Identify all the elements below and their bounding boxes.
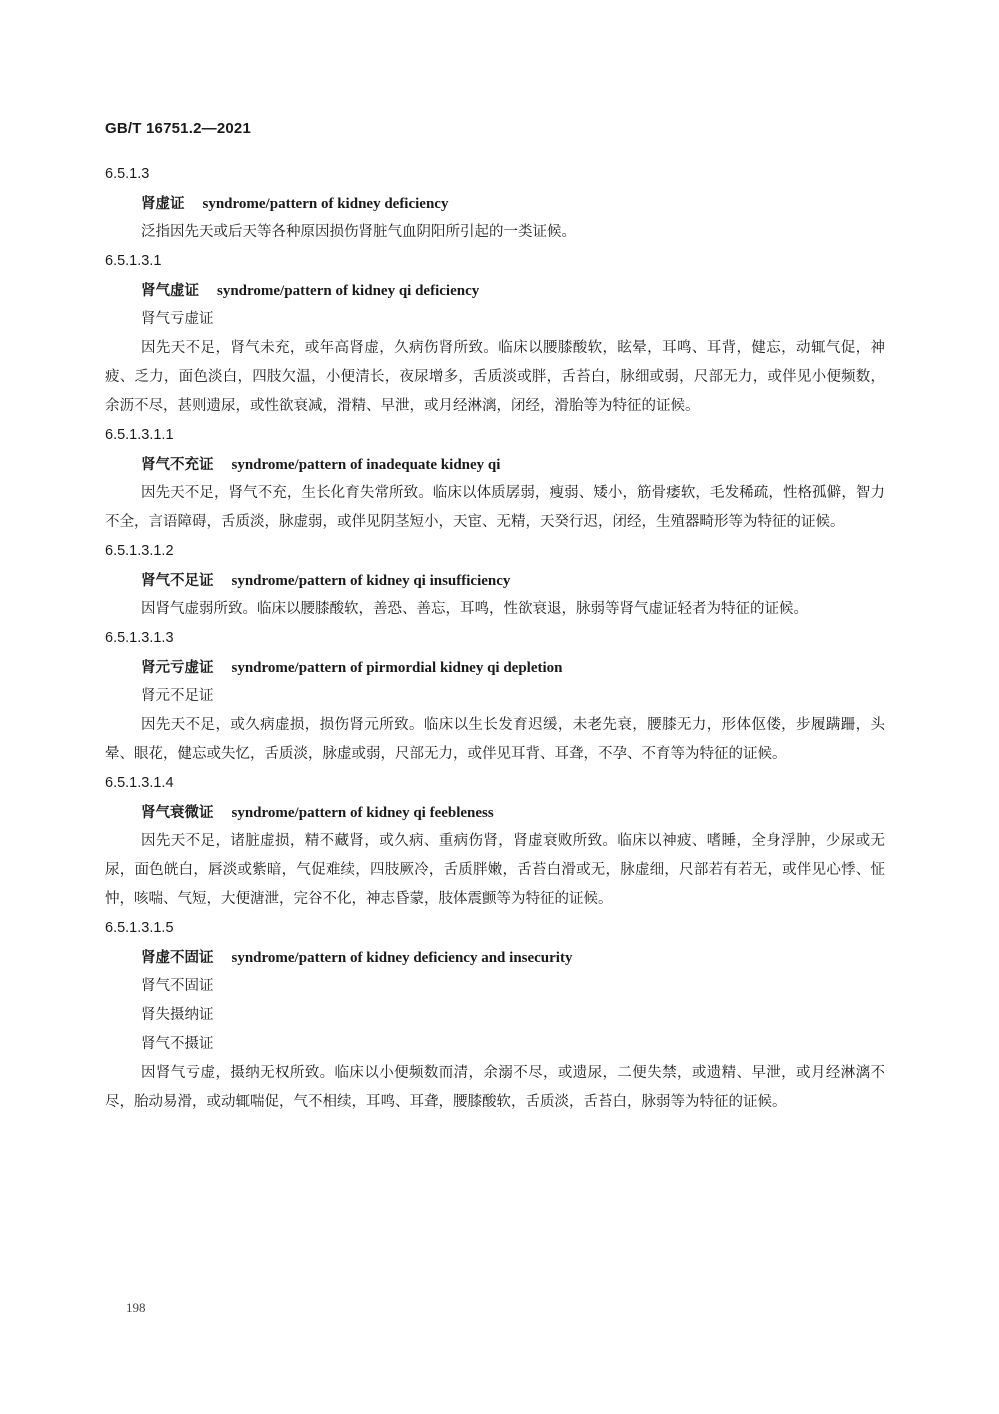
definition: 因先天不足，诸脏虚损，精不藏肾，或久病、重病伤肾，肾虚衰败所致。临床以神疲、嗜睡，全身浮肿，少尿或无尿，面色㿠白，唇淡或紫暗，气促难续，四肢厥冷，舌质胖嫩，舌苔白滑或无，脉虚细，尺部若有若无，或伴见心悸、怔忡，咳喘、气短，大便溏泄，完谷不化，神志昏蒙，肢体震颤等为特征的证候。 [105, 833, 885, 907]
definition: 因肾气亏虚，摄纳无权所致。临床以小便频数而清，余溺不尽，或遗尿，二便失禁，或遗精、早泄，或月经淋漓不尽，胎动易滑，或动辄喘促，气不相续，耳鸣、耳聋，腰膝酸软，舌质淡，舌苔白，脉弱等为特征的证候。 [105, 1065, 885, 1110]
definition: 因先天不足，肾气未充，或年高肾虚，久病伤肾所致。临床以腰膝酸软，眩晕，耳鸣、耳背，健忘，动辄气促，神疲、乏力，面色淡白，四肢欠温，小便清长，夜尿增多，舌质淡或胖，舌苔白，脉细或弱，尺部无力，或伴见小便频数，余沥不尽，甚则遗尿，或性欲衰减，滑精、早泄，或月经淋漓，闭经，滑胎等为特征的证候。 [105, 340, 885, 414]
definition: 因先天不足，或久病虚损，损伤肾元所致。临床以生长发育迟缓，未老先衰，腰膝无力，形体伛偻，步履蹒跚，头晕、眼花，健忘或失忆，舌质淡，脉虚或弱，尺部无力，或伴见耳背、耳聋，不孕、不育等为特征的证候。 [105, 717, 885, 762]
document-body [105, 160, 885, 1117]
term-entry [105, 276, 885, 305]
term-entry [105, 653, 885, 682]
term-zh: 肾虚证 [141, 195, 185, 212]
clause-number: 6.5.1.3 [105, 166, 150, 182]
synonym: 肾气不固证 [141, 978, 214, 994]
term-zh: 肾气不充证 [141, 456, 214, 473]
synonym: 肾气亏虚证 [141, 311, 214, 327]
synonym: 肾气不摄证 [141, 1036, 214, 1052]
term-en: syndrome/pattern of kidney qi insufficiency [231, 573, 511, 589]
standard-id: GB/T 16751.2—2021 [105, 120, 251, 137]
term-zh: 肾虚不固证 [141, 949, 214, 966]
page-number: 198 [126, 1300, 146, 1315]
term-en: syndrome/pattern of kidney qi deficiency [217, 283, 480, 299]
term-entry [105, 798, 885, 827]
term-en: syndrome/pattern of inadequate kidney qi [231, 457, 501, 473]
clause-number: 6.5.1.3.1.4 [105, 775, 174, 791]
term-zh: 肾气不足证 [141, 572, 214, 589]
term-zh: 肾气虚证 [141, 282, 199, 299]
term-zh: 肾元亏虚证 [141, 659, 214, 676]
clause-number: 6.5.1.3.1.5 [105, 920, 174, 936]
term-en: syndrome/pattern of kidney deficiency [202, 196, 449, 212]
term-entry [105, 943, 885, 972]
clause-number: 6.5.1.3.1.1 [105, 427, 174, 443]
synonym: 肾失摄纳证 [141, 1007, 214, 1023]
clause-number: 6.5.1.3.1 [105, 253, 162, 269]
synonym: 肾元不足证 [141, 688, 214, 704]
term-entry [105, 189, 885, 218]
definition: 因肾气虚弱所致。临床以腰膝酸软，善恐、善忘，耳鸣，性欲衰退，脉弱等肾气虚证轻者为特征的证候。 [141, 601, 808, 617]
clause-number: 6.5.1.3.1.2 [105, 543, 174, 559]
clause-number: 6.5.1.3.1.3 [105, 630, 174, 646]
term-en: syndrome/pattern of kidney deficiency and insecurity [231, 950, 573, 966]
term-entry [105, 566, 885, 595]
term-en: syndrome/pattern of kidney qi feebleness [231, 805, 494, 821]
term-en: syndrome/pattern of pirmordial kidney qi depletion [231, 660, 563, 676]
definition: 泛指因先天或后天等各种原因损伤肾脏气血阴阳所引起的一类证候。 [141, 224, 576, 240]
term-zh: 肾气衰微证 [141, 804, 214, 821]
term-entry [105, 450, 885, 479]
definition: 因先天不足，肾气不充，生长化育失常所致。临床以体质孱弱，瘦弱、矮小，筋骨痿软，毛发稀疏，性格孤僻，智力不全，言语障碍，舌质淡，脉虚弱，或伴见阴茎短小，天宦、无精，天癸行迟，闭经，生殖器畸形等为特征的证候。 [105, 485, 885, 530]
